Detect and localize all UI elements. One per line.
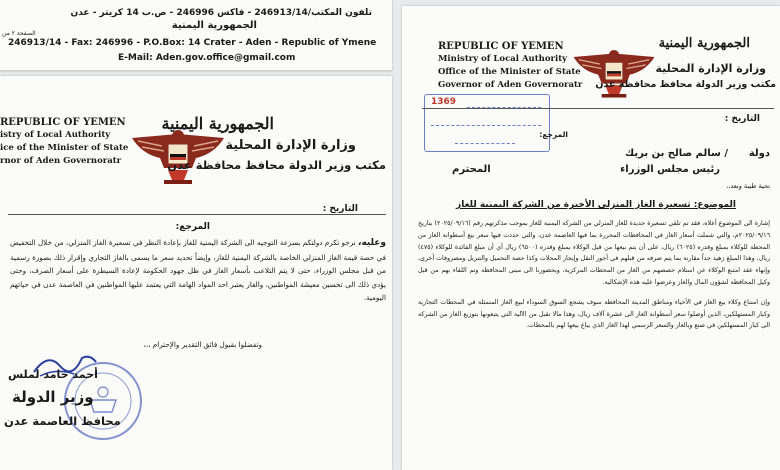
signatory-governorate: محافظ العاصمة عدن — [4, 414, 121, 428]
letterhead-line: Governor of Aden Governoratr — [438, 80, 583, 90]
republic-arabic-calligraphy: الجمهورية اليمنية — [161, 114, 274, 133]
republic-arabic-calligraphy: الجمهورية اليمنية — [658, 36, 750, 51]
addressee-prefix: دولة — [748, 148, 770, 159]
addressee-name: / سالم صالح بن بريك — [625, 148, 728, 159]
reference-label: المرجع: — [539, 130, 568, 139]
stamp-entry-line — [431, 117, 541, 126]
letterhead-line: ice of the Minister of State — [0, 143, 129, 153]
republic-arabic-title: الجمهورية اليمنية — [171, 20, 257, 31]
office-arabic: مكتب وزير الدولة محافظ محافظة عدن — [167, 158, 386, 172]
reference-label: المرجع: — [175, 222, 210, 232]
letterhead-line: Office of the Minister of State — [438, 67, 581, 77]
incoming-registration-stamp — [424, 94, 550, 152]
ministry-arabic: وزارة الإدارة المحلية — [655, 62, 766, 75]
english-letterhead — [0, 116, 128, 168]
closing-line: وتفضلوا بقبول فائق التقدير والإحترام ،،، — [143, 340, 262, 349]
previous-page-footer — [0, 0, 392, 71]
page-number-label: الصفحة ٢ من — [2, 30, 36, 37]
letterhead-line: rnor of Aden Governoratr — [0, 156, 122, 166]
yemen-eagle-emblem — [570, 44, 658, 100]
stamp-number: 1369 — [431, 97, 457, 107]
paragraph-lead: وعليه، — [358, 238, 386, 248]
yemen-eagle-emblem — [128, 124, 228, 186]
letterhead-line: REPUBLIC OF YEMEN — [0, 117, 126, 128]
header-rule — [422, 108, 774, 109]
letterhead-line: istry of Local Authority — [0, 130, 111, 140]
stamp-entry-line — [455, 135, 515, 144]
date-label: التاريخ : — [724, 114, 760, 124]
office-address-english: 246913/14 - Fax: 246996 - P.O.Box: 14 Crater - Aden - Republic of Ymene — [8, 38, 377, 48]
letterhead-line: REPUBLIC OF YEMEN — [438, 41, 564, 52]
honorific: المحترم — [452, 164, 491, 175]
office-email: E-Mail: Aden.gov.office@gmail.com — [118, 53, 296, 63]
letter-body — [10, 236, 386, 305]
addressee-title: رئيس مجلس الوزراء — [620, 164, 720, 175]
signatory-title: وزير الدولة — [12, 388, 94, 406]
greeting: تحية طيبة وبعد،، — [726, 182, 770, 190]
letter-body — [418, 218, 770, 332]
header-rule — [8, 214, 386, 215]
subject-line: الموضوع: تسعيرة الغاز المنزلي الأخيرة من الشركة اليمنية للغاز — [456, 200, 736, 210]
letter-page-one — [402, 6, 780, 470]
ministry-arabic: وزارة الإدارة المحلية — [225, 138, 356, 153]
letter-page-two — [0, 76, 392, 470]
body-paragraph-2: وإن امتناع وكلاء بيع الغاز في الأحياء ومناطق المدينة المحافظة سوف يشجع السوق السوداء لبيع الغاز المتمثلة في المحطات التجارية وكبار المستهلكين، الذين أوصلوا سعر أسطوانة الغاز الى عشرة آلاف ريال، وهذا مالا تقبل من الآلية التي يتبعونها بتوزيع الغاز من الشركة الى كبار المستهلكين في صنع وبالغاز والسعر الرسمي لهذا الغاز الذي يباع بيعها لهم بالمحطات. — [418, 298, 770, 330]
signatory-name: أحمد حامد لملس — [8, 368, 98, 381]
office-arabic: مكتب وزير الدولة محافظ محافظة عدن — [595, 79, 776, 90]
request-paragraph: نرجو تكرم دولتكم بسرعة التوجيه الى الشركة اليمنية للغاز بإعادة النظر في تسعيرة الغاز المنزلي، من خلال التخفيض في حصة قيمة الغاز المنزلي الخاصة بالشركة اليمنية للغاز، وإيضاً تحديد سعر ما يسمى بالغاز التجاري وإقرار ذلك بصورة رسمية من قبل مجلس الوزراء، حتى لا يتم التلاعب بأسعار الغاز في ظل جهود الحكومة لإعادة السيطرة على أسعار الصرف، وحتى يؤدي ذلك الى تحسين معيشة المواطنين، والغاز يعتبر احد المواد الهامة التي يعتمد عليها المواطنين في العاصمة عدن في حياتهم اليومية. — [10, 238, 386, 302]
office-address-arabic: تلفون المكتب/246913/14 - فاكس 246996 - ص.ب 14 كريتر - عدن — [70, 8, 372, 18]
date-label: التاريخ : — [322, 204, 358, 214]
body-paragraph-1: إشارة الى الموضوع أعلاه، فقد تم تلقي تسعيرة جديدة للغاز المنزلي من الشركة اليمنية للغاز بموجب مذكرتهم رقم (٢٠٢٥/٠٩/١٦) بتاريخ ٢٠٢٥/٠٩/١٦م، والتي شملت أسعار الغاز في المحافظات المحررة بما فيها العاصمة عدن، والتي حددت فيها سعر بيع أسطوانة الغاز من المحطة للوكلاء بمبلغ وقدره (٦٠٢٥) ريال، على أن يتم بيعها من قبل الوكلاء بمبلغ وقدره (٦٥٠٠) ريال أي أن مبلغ الفائدة للوكلاء (٤٧٥) ريال، وهذا المبلغ زهيد جداً مقارنة بما يتم صرفه من قبلهم في أجور النقل وإيجار المحلات وكذا حصة التحميل والتنزيل ومصروفات أخرى، وإنهاء عقد امتنع الوكلاء عن استلام حصصهم من الغاز من المحطات المركزية، وبحضورنا الى مبنى المحافظة وتم اللقاء بهم من قبل وكيل المحافظة لشؤون المال والغاز وعرضوا عليه هذه الإشكالية. — [418, 220, 771, 286]
letterhead-line: Ministry of Local Authority — [438, 54, 568, 64]
stamp-date-line — [467, 99, 541, 108]
english-letterhead — [438, 40, 582, 92]
